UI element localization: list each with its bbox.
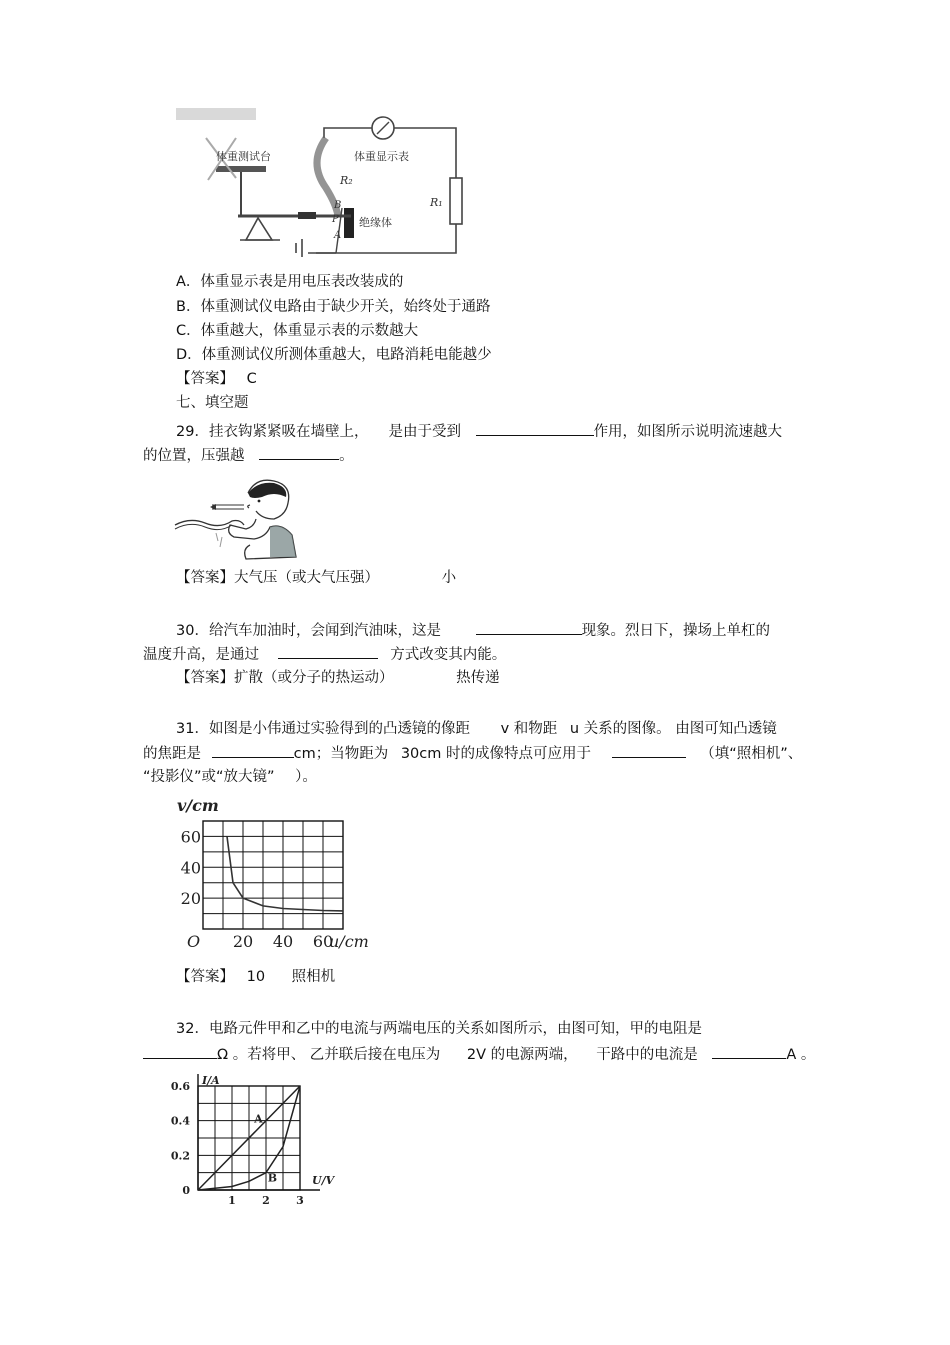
q31-text-d: 的焦距是 (143, 746, 201, 762)
question-30-line2 (143, 644, 506, 665)
q31-text-b: v 和物距 (500, 721, 558, 737)
lens-image-distance-chart (175, 795, 375, 953)
question-31-line2 (143, 743, 802, 764)
question-30-line1 (176, 620, 770, 641)
current-voltage-chart (170, 1068, 350, 1208)
x-tick-label: 40 (272, 932, 294, 951)
faded-header-mark (176, 108, 256, 120)
answer-value-2: 小 (441, 570, 457, 586)
y-tick-label: 0.4 (170, 1114, 190, 1128)
answer-value-2: 照相机 (291, 969, 336, 985)
q32-text-d: A 。 (786, 1047, 816, 1063)
x-tick-label: 1 (228, 1194, 236, 1207)
q30-text-b: 现象。烈日下，操场上单杠的 (581, 623, 771, 639)
y-tick-label: 0.2 (170, 1149, 190, 1163)
x-axis-label: u/cm (329, 932, 369, 951)
option-b: B．体重测试仪电路由于缺少开关，始终处于通路 (176, 299, 491, 315)
question-31-line3 (143, 767, 317, 787)
q32-text-b: 2V 的电源两端， (466, 1047, 578, 1063)
answer-line (176, 568, 456, 588)
q31-text-i: ）。 (295, 769, 317, 785)
x-tick-label: 3 (296, 1194, 304, 1207)
q29-text-a: 29．挂衣钩紧紧吸在墙壁上， (176, 424, 369, 440)
answer-value-1: 大气压（或大气压强） (234, 570, 379, 586)
x-tick-label: 60 (312, 932, 334, 951)
answer-line (176, 668, 500, 688)
fill-blank[interactable] (212, 743, 294, 758)
question-31-line1 (176, 719, 777, 739)
weight-tester-circuit-figure (176, 108, 466, 268)
label-insulator: 绝缘体 (359, 216, 392, 229)
option-d: D．体重测试仪所测体重越大，电路消耗电能越少 (176, 347, 492, 363)
option-c: C．体重越大，体重显示表的示数越大 (176, 323, 419, 339)
plot-frame (203, 821, 343, 929)
q30-text-d: 方式改变其内能。 (390, 647, 507, 663)
label-b: B (334, 200, 342, 211)
q31-text-e: cm；当物距为 (293, 746, 389, 762)
question-29-line2 (143, 445, 354, 466)
x-axis-label: U/V (312, 1174, 335, 1187)
fill-blank[interactable] (712, 1044, 786, 1059)
x-tick-label: 20 (232, 932, 254, 951)
q31-text-a: 31．如图是小伟通过实验得到的凸透镜的像距 (176, 721, 470, 737)
answer-label: 【答案】 (176, 371, 234, 387)
answer-value: C (246, 371, 257, 387)
origin-label: 0 (182, 1184, 190, 1197)
option-a: A．体重显示表是用电压表改装成的 (176, 274, 404, 290)
fulcrum (246, 218, 272, 240)
boy-blowing-paper-figure (170, 475, 300, 560)
series-label-b: B (267, 1171, 278, 1185)
question-32-line1: 32．电路元件甲和乙中的电流与两端电压的关系如图所示，由图可知，甲的电阻是 (176, 1021, 702, 1037)
q30-text-c: 温度升高，是通过 (143, 647, 259, 663)
label-display: 体重显示表 (354, 150, 409, 163)
y-axis-label: I/A (202, 1074, 220, 1087)
answer-value-2: 热传递 (456, 670, 500, 686)
q31-text-c: u 关系的图像。 由图可知凸透镜 (569, 721, 777, 737)
x-tick-label: 2 (262, 1194, 270, 1207)
test-platform (216, 166, 266, 172)
y-tick-label: 20 (180, 889, 201, 909)
q30-text-a: 30．给汽车加油时，会闻到汽油味，这是 (176, 623, 441, 639)
answer-label: 【答案】 (176, 969, 234, 985)
question-32-line2 (143, 1044, 815, 1065)
fill-blank[interactable] (278, 644, 378, 659)
answer-value-1: 10 (246, 969, 266, 985)
y-axis-label: v/cm (177, 796, 219, 815)
answer-value-1: 扩散（或分子的热运动） (234, 670, 394, 686)
answer-label: 【答案】 (176, 670, 234, 686)
series-label-a: A (254, 1112, 263, 1126)
q29-text-c: 作用，如图所示说明流速越大 (593, 424, 783, 440)
insulator-block (344, 208, 354, 238)
q29-text-b: 是由于受到 (388, 424, 461, 440)
section-title: 七、填空题 (176, 395, 249, 411)
label-platform: 体重测试台 (216, 150, 271, 163)
q31-text-h: “投影仪”或“放大镜” (143, 769, 275, 785)
label-p: P (332, 214, 339, 225)
q29-text-d: 的位置，压强越 (143, 448, 245, 464)
label-r1: R₁ (430, 196, 443, 209)
fill-blank[interactable] (612, 743, 686, 758)
label-a: A (334, 230, 342, 241)
q31-text-f: 30cm 时的成像特点可应用于 (400, 746, 591, 762)
origin-label: O (187, 932, 201, 951)
label-r2: R₂ (340, 174, 353, 187)
fill-blank[interactable] (476, 620, 582, 635)
series-line (227, 836, 343, 911)
q32-text-a: Ω 。若将甲、 乙并联后接在电压为 (217, 1047, 441, 1063)
fill-blank[interactable] (259, 445, 339, 460)
q29-text-e: 。 (339, 448, 354, 464)
y-tick-label: 40 (180, 858, 201, 878)
answer-line (176, 369, 257, 389)
question-29-line1 (176, 421, 782, 442)
q32-text-c: 干路中的电流是 (596, 1047, 698, 1063)
fill-blank[interactable] (476, 421, 594, 436)
fill-blank[interactable] (143, 1044, 217, 1059)
resistor-r1 (450, 178, 462, 224)
q31-text-g: （填“照相机”、 (700, 746, 803, 762)
y-tick-label: 60 (180, 827, 201, 847)
answer-label: 【答案】 (176, 570, 234, 586)
answer-line (176, 967, 335, 987)
y-tick-label: 0.6 (170, 1080, 190, 1093)
